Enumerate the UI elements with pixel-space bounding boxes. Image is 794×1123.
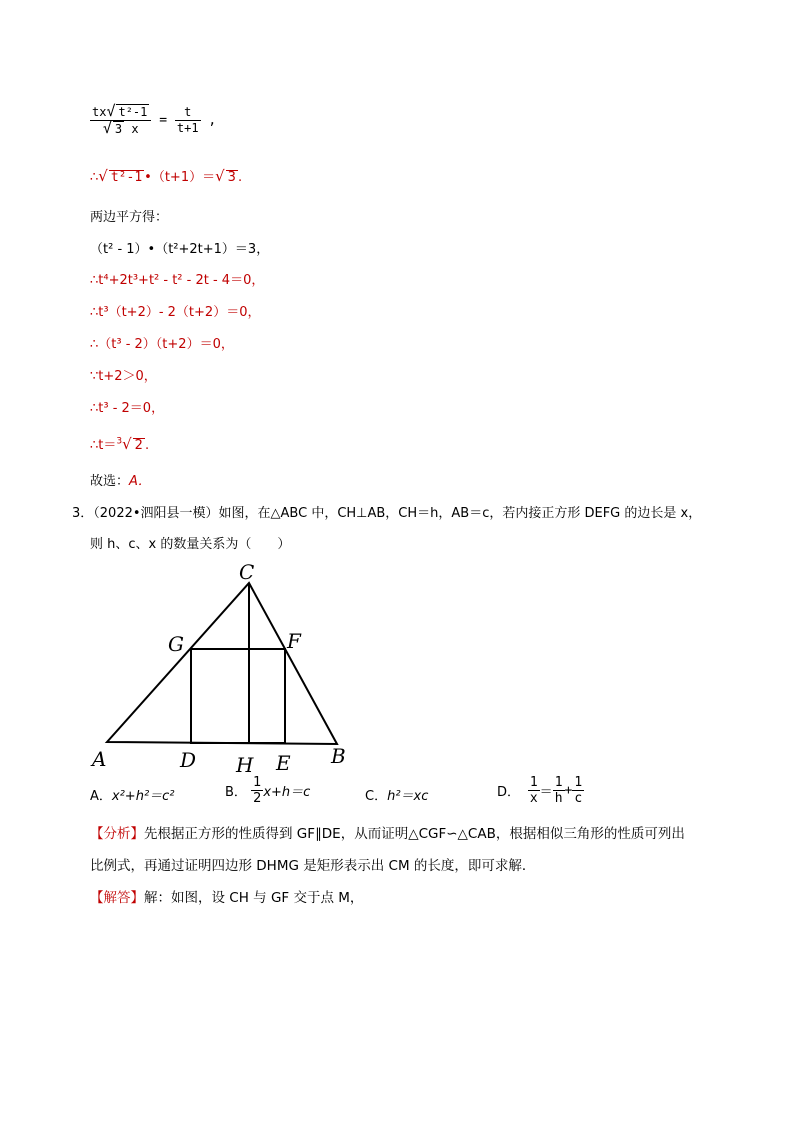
option-b-label: B． (225, 785, 247, 800)
option-d-eq: ＝ (539, 785, 553, 800)
label-g: G (168, 632, 184, 656)
option-d-f1-num: 1 (529, 775, 538, 790)
step-1: （t² - 1）•（t²+2t+1）＝3， (90, 242, 270, 257)
step-6: ∴t³ - 2＝0， (90, 401, 165, 416)
triangle-abc (107, 583, 337, 744)
final-t-end: . (144, 438, 150, 453)
label-a: A (92, 747, 107, 771)
option-c-text: h²＝xc (387, 789, 429, 804)
lhs-den-x: x (131, 122, 139, 136)
eq1-comma: , (208, 113, 217, 128)
step-4: ∴（t³ - 2）（t+2）＝0， (90, 337, 234, 352)
option-d-f3-num: 1 (574, 775, 583, 790)
cube-root-index: 3 (116, 436, 123, 447)
analysis-tag: 【分析】 (90, 826, 144, 842)
solution-line (90, 890, 363, 906)
option-c-label: C． (365, 789, 388, 804)
analysis-line-2: 比例式，再通过证明四边形 DHMG 是矩形表示出 CM 的长度，即可求解． (90, 858, 536, 874)
therefore-symbol: ∴ (90, 170, 99, 185)
label-h: H (236, 753, 254, 777)
cube-root-radicand: 2 (134, 438, 143, 453)
equation-ratio: $\frac{\text{tx√ t²-1}}{√ 3 x}$ = $\frac{t}{t+1}$ , (92, 102, 217, 137)
rhs-num: t (175, 105, 201, 121)
label-c: C (239, 560, 255, 584)
option-c[interactable] (365, 785, 428, 804)
question-3-line-1: 3．（2022•泗阳县一模）如图，在△ABC 中，CH⊥AB，CH＝h，AB＝c，若内接正方形 DEFG 的边长是 x， (72, 506, 702, 521)
rhs-den: t+1 (176, 121, 199, 135)
eq2-rhs-radicand: 3 (227, 170, 236, 185)
label-d: D (180, 748, 197, 772)
answer-value: A． (129, 474, 151, 489)
option-b-frac-num: 1 (253, 775, 262, 790)
solution-tag: 【解答】 (90, 890, 144, 906)
final-t-value: ∴t＝$^3$√ 2 . (90, 435, 150, 453)
option-d-label: D． (497, 785, 521, 800)
option-d-frac-2 (553, 775, 565, 806)
option-d-f2-den: h (554, 791, 563, 806)
analysis-text-1: 先根据正方形的性质得到 GF∥DE，从而证明△CGF∽△CAB，根据相似三角形的性质可列出 (144, 826, 685, 842)
option-a-text: x²+h²＝c² (111, 789, 175, 804)
lhs-fraction: $\frac{\text{tx√ t²-1}}{√ 3 x}$ (90, 104, 151, 137)
lhs-num-radicand: t²-1 (118, 105, 148, 119)
solution-text: 解：如图，设 CH 与 GF 交于点 M， (144, 890, 364, 906)
lhs-den-radicand: 3 (114, 122, 123, 136)
eq2-middle: •（t+1）＝ (144, 170, 216, 185)
eq2-end: . (237, 170, 243, 185)
option-b-text: x+h＝c (263, 785, 311, 800)
option-a[interactable] (90, 785, 175, 804)
option-b-fraction (251, 775, 263, 806)
option-d-plus: + (564, 783, 573, 798)
option-a-label: A． (90, 789, 112, 804)
step-5: ∵t+2＞0， (90, 369, 157, 384)
equation-product: ∴√ t²-1 •（t+1）＝√ 3 . (90, 167, 243, 185)
step-2: ∴t⁴+2t³+t² - t² - 2t - 4＝0， (90, 273, 265, 288)
question-3-line-2: 则 h、c、x 的数量关系为（ ） (90, 537, 291, 552)
option-d-f2-num: 1 (554, 775, 563, 790)
option-b-frac-den: 2 (253, 791, 262, 806)
square-defg (191, 649, 285, 743)
option-d-frac-3 (572, 775, 584, 806)
label-e: E (276, 751, 291, 775)
final-t-prefix: ∴t＝ (90, 438, 117, 453)
option-d-f1-den: x (529, 791, 538, 806)
option-d-frac-1 (528, 775, 540, 806)
lhs-num-text: tx (92, 105, 107, 119)
option-d[interactable] (497, 775, 584, 806)
option-d-f3-den: c (574, 791, 583, 806)
label-f: F (287, 629, 301, 653)
square-both-sides-text: 两边平方得： (90, 210, 169, 225)
answer-prefix: 故选： (90, 474, 130, 489)
label-b: B (331, 744, 346, 768)
step-3: ∴t³（t+2）- 2（t+2）＝0， (90, 305, 261, 320)
option-b[interactable] (225, 775, 310, 806)
eq2-radicand: t²-1 (110, 170, 143, 185)
analysis-line-1 (90, 826, 685, 842)
